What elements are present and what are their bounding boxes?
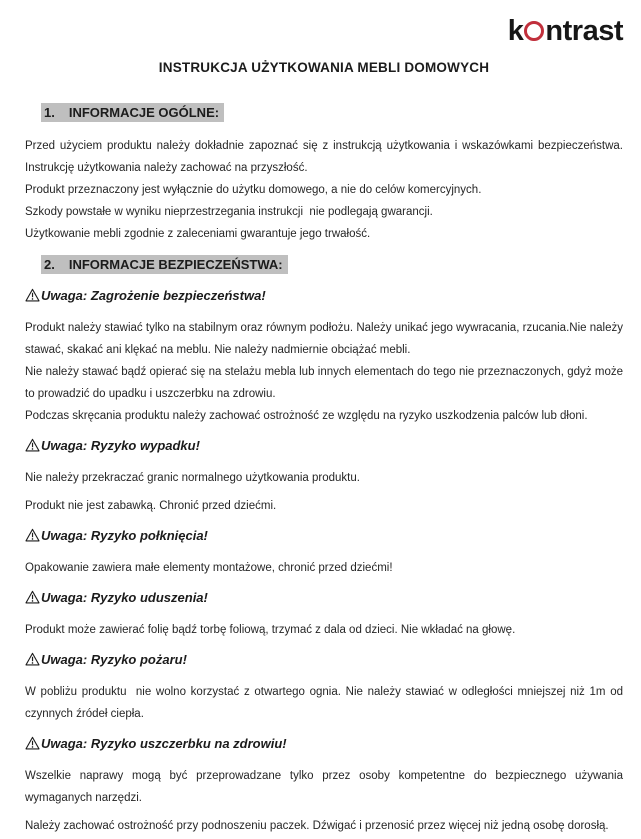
paragraph: Nie należy stawać bądź opierać się na stelażu mebla lub innych elementach do tego nie przeznaczonych, gdyż może to prowadzić do upadku i uszczerbku na zdrowiu. — [25, 366, 627, 400]
warning-triangle-icon — [25, 528, 40, 547]
warning-heading — [25, 735, 623, 755]
paragraph: Produkt należy stawiać tylko na stabilnym oraz równym podłożu. Należy unikać jego wywracania, rzucania.Nie należy stawać, skakać ani klękać na meblu. Nie należy nadmiernie obciążać mebli. — [25, 322, 627, 356]
logo-row — [25, 14, 623, 52]
warning-heading — [25, 527, 623, 547]
warning-text: Uwaga: Ryzyko pożaru! — [41, 652, 187, 667]
logo-prefix: k — [507, 15, 524, 47]
warning-heading — [25, 287, 623, 307]
logo-suffix: ntrast — [545, 15, 623, 47]
paragraph: Opakowanie zawiera małe elementy montażowe, chronić przed dziećmi! — [25, 562, 393, 574]
warning-text: Uwaga: Ryzyko uszczerbku na zdrowiu! — [41, 736, 287, 751]
warning-text: Uwaga: Zagrożenie bezpieczeństwa! — [41, 288, 266, 303]
warning-triangle-icon — [25, 652, 40, 671]
paragraph: Wszelkie naprawy mogą być przeprowadzane tylko przez osoby kompetentne do bezpiecznego używania wymaganych narzędzi. — [25, 770, 627, 804]
brand-logo — [508, 14, 623, 48]
section-heading-highlight — [41, 103, 224, 122]
warning-triangle-icon — [25, 590, 40, 609]
paragraph: Użytkowanie mebli zgodnie z zaleceniami gwarantuje jego trwałość. — [25, 228, 371, 240]
section-number: 2. — [44, 257, 55, 272]
warning-heading — [25, 437, 623, 457]
warning-text: Uwaga: Ryzyko wypadku! — [41, 438, 200, 453]
warning-heading — [25, 589, 623, 609]
paragraph: Podczas skręcania produktu należy zachować ostrożność ze względu na ryzyko uszkodzenia palców lub dłoni. — [25, 410, 588, 422]
logo-o-ring-icon — [524, 21, 544, 41]
document-body — [25, 105, 627, 837]
paragraph: W pobliżu produktu nie wolno korzystać z otwartego ognia. Nie należy stawiać w odległości mniejszej niż 1m od czynnych źródeł ciepła. — [25, 686, 627, 720]
page-header — [25, 14, 623, 75]
section-heading — [41, 105, 623, 121]
paragraph: Należy zachować ostrożność przy podnoszeniu paczek. Dźwigać i przenosić przez więcej niż jedną osobę dorosłą. — [25, 820, 609, 832]
paragraph: Produkt przeznaczony jest wyłącznie do użytku domowego, a nie do celów komercyjnych. — [25, 184, 482, 196]
paragraph: Szkody powstałe w wyniku nieprzestrzegania instrukcji nie podlegają gwarancji. — [25, 206, 433, 218]
warning-triangle-icon — [25, 736, 40, 755]
paragraph: Produkt może zawierać folię bądź torbę foliową, trzymać z dala od dzieci. Nie wkładać na głowę. — [25, 624, 516, 636]
section-heading — [41, 257, 623, 273]
paragraph: Nie należy przekraczać granic normalnego użytkowania produktu. — [25, 472, 360, 484]
section-label: INFORMACJE BEZPIECZEŃSTWA: — [68, 257, 283, 272]
warning-triangle-icon — [25, 288, 40, 307]
warning-heading — [25, 651, 623, 671]
paragraph: Produkt nie jest zabawką. Chronić przed dziećmi. — [25, 500, 277, 512]
section-heading-highlight — [41, 255, 288, 274]
paragraph: Przed użyciem produktu należy dokładnie zapoznać się z instrukcją użytkowania i wskazówkami bezpieczeństwa. Instrukcję użytkowania należy zachować na przyszłość. — [25, 140, 627, 174]
section-number: 1. — [44, 105, 55, 120]
warning-triangle-icon — [25, 438, 40, 457]
document-title: INSTRUKCJA UŻYTKOWANIA MEBLI DOMOWYCH — [158, 60, 490, 75]
section-label: INFORMACJE OGÓLNE: — [68, 105, 220, 120]
warning-text: Uwaga: Ryzyko uduszenia! — [41, 590, 208, 605]
warning-text: Uwaga: Ryzyko połknięcia! — [41, 528, 208, 543]
